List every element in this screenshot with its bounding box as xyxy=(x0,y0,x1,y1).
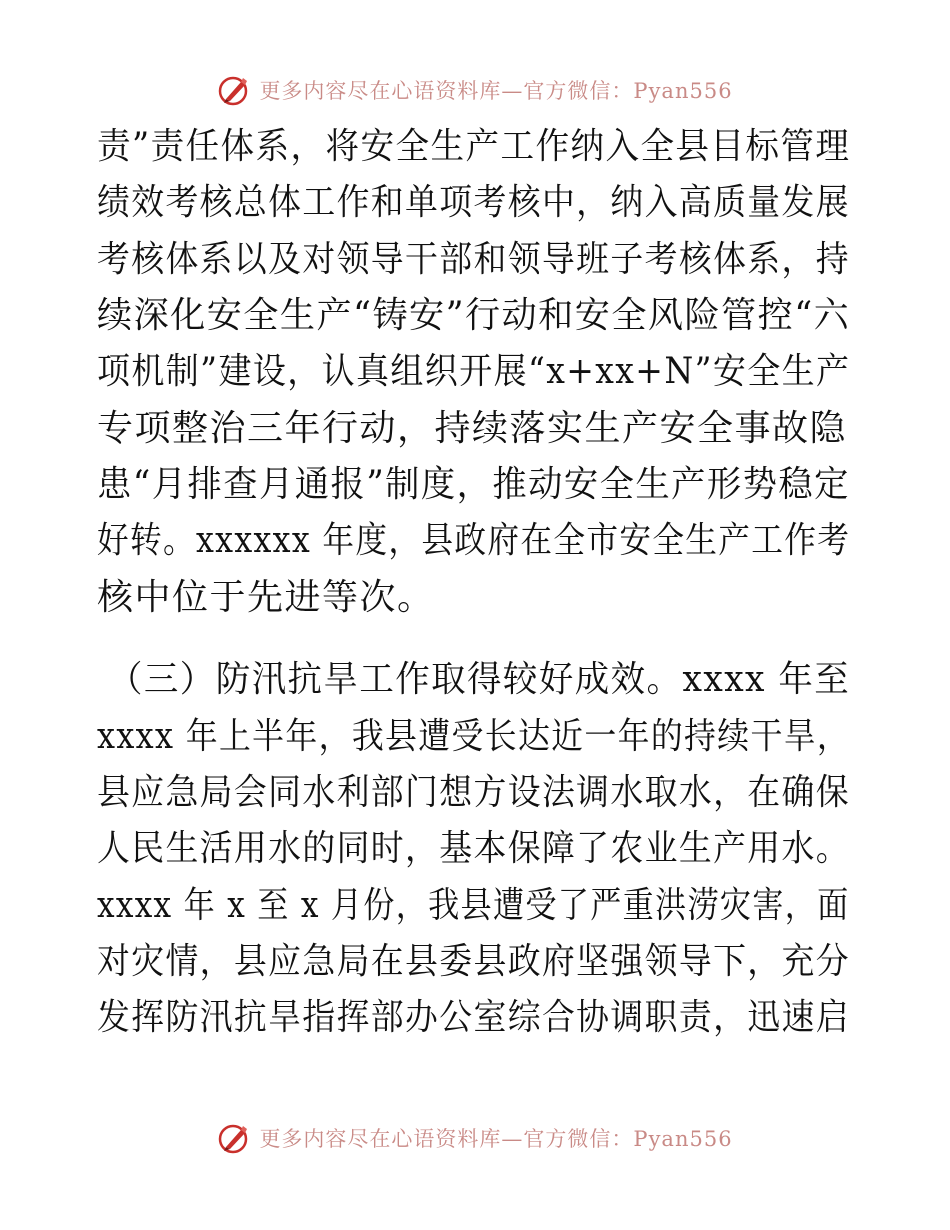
text-line: 考核体系以及对领导干部和领导班子考核体系，持 xyxy=(97,239,850,280)
pen-circle-logo-icon xyxy=(217,73,251,107)
text-line: xxxx 年上半年，我县遭受长达近一年的持续干旱， xyxy=(97,716,851,757)
watermark-text: 更多内容尽在心语资料库—官方微信：Pyan556 xyxy=(259,79,733,103)
text-line: 专项整治三年行动，持续落实生产安全事故隐 xyxy=(97,408,848,449)
text-line: 项机制”建设，认真组织开展“x+xx+N”安全生产 xyxy=(97,351,851,392)
text-line: 对灾情，县应急局在县委县政府坚强领导下，充分 xyxy=(97,941,850,982)
header-watermark xyxy=(0,70,950,110)
text-line: 核中位于先进等次。 xyxy=(97,577,435,618)
text-line: 责”责任体系，将安全生产工作纳入全县目标管理 xyxy=(97,126,851,167)
text-line: 绩效考核总体工作和单项考核中，纳入高质量发展 xyxy=(97,182,850,223)
section-heading-line: （三）防汛抗旱工作取得较好成效。xxxx 年至 xyxy=(108,659,851,700)
text-line: 发挥防汛抗旱指挥部办公室综合协调职责，迅速启 xyxy=(97,997,850,1038)
text-line: 县应急局会同水利部门想方设法调水取水，在确保 xyxy=(97,772,850,813)
pen-circle-logo-icon xyxy=(217,1121,251,1155)
text-line: 续深化安全生产“铸安”行动和安全风险管控“六 xyxy=(97,295,851,336)
watermark-text: 更多内容尽在心语资料库—官方微信：Pyan556 xyxy=(259,1127,733,1151)
text-line: 好转。xxxxxx 年度，县政府在全市安全生产工作考 xyxy=(97,520,851,561)
footer-watermark xyxy=(0,1118,950,1158)
text-line: xxxx 年 x 至 x 月份，我县遭受了严重洪涝灾害，面 xyxy=(97,885,850,926)
text-line: 人民生活用水的同时，基本保障了农业生产用水。 xyxy=(97,828,850,869)
text-line: 患“月排查月通报”制度，推动安全生产形势稳定 xyxy=(97,464,850,505)
